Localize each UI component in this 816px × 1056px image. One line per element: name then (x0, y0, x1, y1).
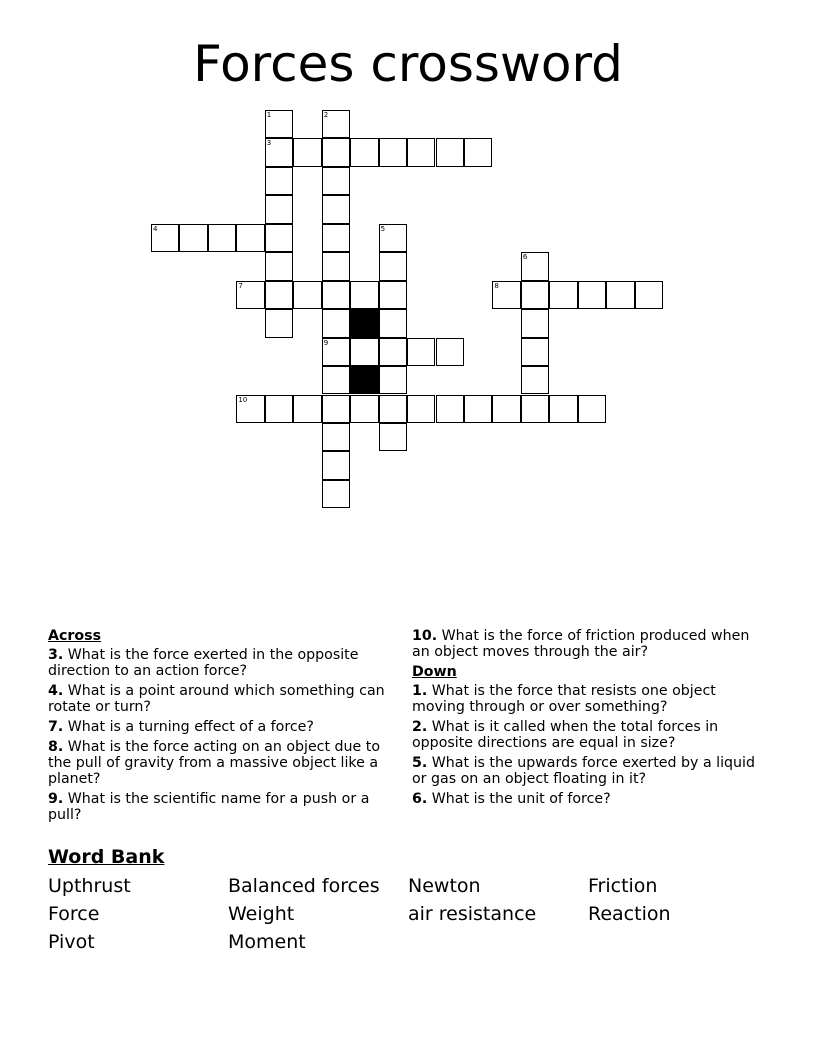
crossword-cell[interactable] (521, 366, 549, 394)
word-bank-item: Newton (408, 875, 481, 897)
crossword-cell[interactable] (578, 281, 606, 309)
crossword-cell[interactable] (322, 167, 350, 195)
down-heading: Down (412, 664, 457, 680)
crossword-cell[interactable] (236, 224, 264, 252)
clue-text: What is the force of friction produced when an object moves through the air? (412, 628, 750, 660)
crossword-cell[interactable] (265, 395, 293, 423)
crossword-cell[interactable] (322, 451, 350, 479)
clue-number-label: 6 (522, 253, 528, 262)
clue-number: 10. (412, 628, 438, 644)
crossword-cell[interactable] (350, 138, 378, 166)
down-clue-5 (412, 755, 757, 787)
crossword-cell[interactable] (179, 224, 207, 252)
down-clue-2 (412, 719, 757, 751)
crossword-cell[interactable] (379, 338, 407, 366)
crossword-cell[interactable] (549, 281, 577, 309)
crossword-cell[interactable] (464, 138, 492, 166)
clue-text: What is it called when the total forces in opposite directions are equal in size? (412, 719, 719, 751)
crossword-cell[interactable] (492, 281, 520, 309)
clue-number: 5. (412, 755, 428, 771)
crossword-cell[interactable] (350, 395, 378, 423)
crossword-cell[interactable] (265, 110, 293, 138)
crossword-cell[interactable] (379, 138, 407, 166)
crossword-cell[interactable] (293, 395, 321, 423)
clue-number-label: 10 (238, 395, 248, 404)
crossword-cell[interactable] (521, 309, 549, 337)
crossword-cell[interactable] (265, 309, 293, 337)
clue-number: 6. (412, 791, 428, 807)
crossword-cell[interactable] (379, 309, 407, 337)
clue-text: What is the force that resists one object moving through or over something? (412, 683, 716, 715)
clue-number-label: 3 (266, 139, 272, 148)
clue-text: What is the scientific name for a push or a pull? (48, 791, 370, 823)
clue-number-label: 1 (266, 111, 272, 119)
word-bank-item: Balanced forces (228, 875, 380, 897)
crossword-cell[interactable] (407, 138, 435, 166)
crossword-cell[interactable] (379, 281, 407, 309)
clue-text: What is the force acting on an object due to the pull of gravity from a massive object like a planet? (48, 739, 381, 787)
clues-right-column (412, 628, 757, 811)
word-bank-item: Upthrust (48, 875, 131, 897)
crossword-cell[interactable] (379, 423, 407, 451)
crossword-cell[interactable] (549, 395, 577, 423)
crossword-cell[interactable] (322, 138, 350, 166)
clue-number-label: 2 (323, 111, 329, 119)
crossword-cell[interactable] (322, 338, 350, 366)
clue-number: 4. (48, 683, 64, 699)
crossword-cell[interactable] (265, 281, 293, 309)
crossword-cell[interactable] (379, 395, 407, 423)
clue-text: What is the unit of force? (431, 791, 611, 807)
clue-number: 1. (412, 683, 428, 699)
across-clue-8 (48, 739, 393, 787)
word-bank-item: air resistance (408, 903, 537, 925)
across-clue-10 (412, 628, 757, 660)
clue-number-label: 5 (380, 224, 386, 233)
across-clue-4 (48, 683, 393, 715)
crossword-cell[interactable] (265, 167, 293, 195)
crossword-cell[interactable] (606, 281, 634, 309)
crossword-cell[interactable] (436, 395, 464, 423)
clue-text: What is a turning effect of a force? (67, 719, 314, 735)
crossword-cell[interactable] (322, 224, 350, 252)
crossword-cell[interactable] (293, 281, 321, 309)
crossword-cell[interactable] (521, 338, 549, 366)
crossword-cell[interactable] (322, 423, 350, 451)
word-bank (48, 874, 768, 954)
crossword-cell[interactable] (151, 224, 179, 252)
crossword-cell[interactable] (436, 338, 464, 366)
crossword-cell[interactable] (293, 138, 321, 166)
across-clue-7 (48, 719, 393, 735)
clue-number: 3. (48, 647, 64, 663)
crossword-cell[interactable] (521, 252, 549, 280)
crossword-cell[interactable] (379, 366, 407, 394)
clue-text: What is a point around which something can rotate or turn? (48, 683, 385, 715)
crossword-cell[interactable] (322, 195, 350, 223)
word-bank-title: Word Bank (48, 846, 165, 868)
clue-number: 7. (48, 719, 64, 735)
crossword-cell[interactable] (635, 281, 663, 309)
clue-number-label: 9 (323, 338, 329, 347)
clue-text: What is the upwards force exerted by a liquid or gas on an object floating in it? (412, 755, 755, 787)
down-clue-6 (412, 791, 757, 807)
crossword-cell[interactable] (322, 366, 350, 394)
crossword-cell[interactable] (521, 281, 549, 309)
crossword-cell[interactable] (322, 395, 350, 423)
clue-number-label: 7 (238, 281, 243, 290)
crossword-block (350, 366, 378, 394)
crossword-cell[interactable] (379, 252, 407, 280)
crossword-cell[interactable] (350, 338, 378, 366)
crossword-cell[interactable] (322, 252, 350, 280)
word-bank-item: Friction (588, 875, 658, 897)
crossword-cell[interactable] (407, 395, 435, 423)
word-bank-item: Moment (228, 931, 306, 953)
down-clue-1 (412, 683, 757, 715)
word-bank-item: Pivot (48, 931, 95, 953)
crossword-cell[interactable] (322, 281, 350, 309)
crossword-cell[interactable] (322, 309, 350, 337)
clue-text: What is the force exerted in the opposite direction to an action force? (48, 647, 359, 679)
word-bank-item: Weight (228, 903, 295, 925)
word-bank-item: Reaction (588, 903, 671, 925)
crossword-cell[interactable] (322, 110, 350, 138)
crossword-cell[interactable] (265, 252, 293, 280)
clue-number: 9. (48, 791, 64, 807)
clue-number: 8. (48, 739, 64, 755)
clue-number-label: 8 (494, 281, 499, 290)
crossword-cell[interactable] (265, 224, 293, 252)
crossword-cell[interactable] (265, 195, 293, 223)
across-clue-3 (48, 647, 393, 679)
crossword-cell[interactable] (265, 138, 293, 166)
crossword-cell[interactable] (436, 138, 464, 166)
crossword-cell[interactable] (492, 395, 520, 423)
crossword-cell[interactable] (464, 395, 492, 423)
crossword-cell[interactable] (236, 395, 264, 423)
crossword-cell[interactable] (322, 480, 350, 508)
crossword-cell[interactable] (208, 224, 236, 252)
crossword-cell[interactable] (350, 281, 378, 309)
page-title: Forces crossword (193, 35, 623, 93)
across-heading: Across (48, 628, 102, 644)
crossword-cell[interactable] (578, 395, 606, 423)
clue-number: 2. (412, 719, 428, 735)
clue-number-label: 4 (153, 224, 158, 233)
crossword-cell[interactable] (236, 281, 264, 309)
crossword-block (350, 309, 378, 337)
crossword-cell[interactable] (407, 338, 435, 366)
crossword-cell[interactable] (521, 395, 549, 423)
across-clue-9 (48, 791, 393, 823)
word-bank-item: Force (48, 903, 100, 925)
clues-left-column (48, 628, 393, 827)
crossword-cell[interactable] (379, 224, 407, 252)
